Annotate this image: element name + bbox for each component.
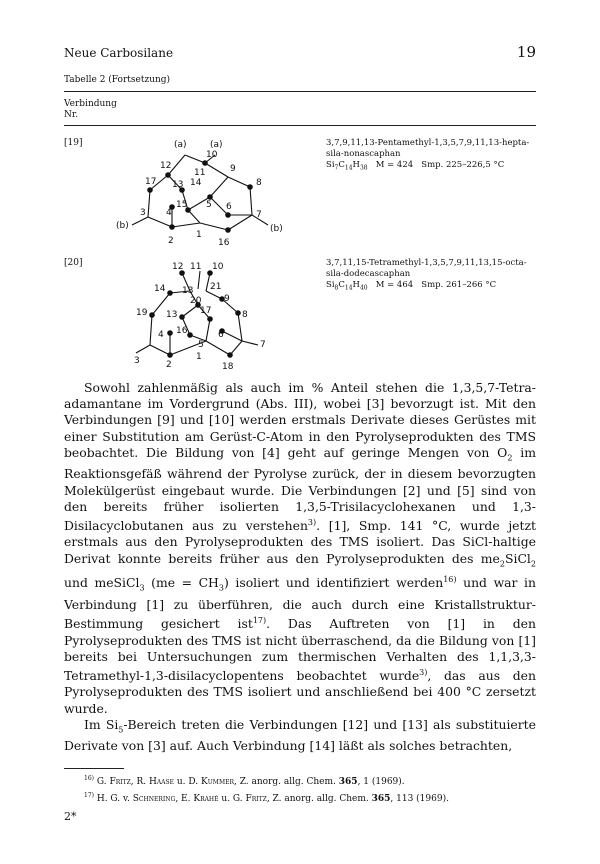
reference-mark: 16) bbox=[443, 575, 457, 585]
atom-label: 16 bbox=[218, 238, 230, 248]
atom-label: (b) bbox=[270, 224, 283, 234]
formula-element: H bbox=[352, 280, 360, 290]
footnote-17 bbox=[64, 789, 536, 806]
text-run: , 113 (1969). bbox=[390, 794, 449, 804]
paragraph-1 bbox=[64, 380, 536, 717]
author-name: Kummer bbox=[201, 777, 234, 787]
structure-20 bbox=[110, 255, 300, 373]
atom-label: 13 bbox=[182, 286, 194, 296]
atom-label: 4 bbox=[158, 330, 164, 340]
melting-point: Smp. 225–226,5 °C bbox=[421, 160, 505, 170]
subscript: 3 bbox=[218, 583, 224, 593]
subscript: 2 bbox=[499, 559, 505, 569]
table-caption: Tabelle 2 (Fortsetzung) bbox=[64, 75, 171, 85]
atom-label: 6 bbox=[226, 202, 232, 212]
body-text bbox=[64, 380, 536, 755]
footnote-mark: 16) bbox=[84, 775, 94, 782]
author-name: Haase bbox=[149, 777, 175, 787]
formula-subscript: 38 bbox=[359, 164, 368, 172]
atom-label: 12 bbox=[160, 161, 172, 171]
text-run: ) isoliert und identifiziert werden bbox=[223, 575, 444, 591]
atom-label: 1 bbox=[196, 352, 202, 362]
atom-label: 18 bbox=[222, 362, 234, 372]
compound-name-line1: 3,7,9,11,13-Pentamethyl-1,3,5,7,9,11,13-hepta- bbox=[326, 138, 530, 148]
atom-label: 1 bbox=[196, 230, 202, 240]
text-run: (me = CH bbox=[144, 575, 219, 591]
compound-formula bbox=[326, 160, 536, 174]
author-name: Fritz bbox=[245, 794, 267, 804]
atom-label: 11 bbox=[194, 168, 206, 178]
atom-label: 5 bbox=[206, 200, 212, 210]
text-run: , R. bbox=[130, 777, 149, 787]
text-run: , Z. anorg. allg. Chem. bbox=[233, 777, 339, 787]
atom-label: 3 bbox=[134, 356, 140, 366]
atom-label: 17 bbox=[145, 177, 157, 187]
text-run: im Reaktionsgefäß während der Pyrolyse zurück, der in diesem bevorzugten Molekülgerüst eingebaut wurde. Die Verbindungen [2] und [5] sind von den bereits früher isolierten 1,3,5-Trisilacyclohexanen und 1,3-Disilacyclobutanen aus zu verstehen bbox=[64, 444, 536, 534]
atom-label: 21 bbox=[210, 282, 222, 292]
reference-mark: 17) bbox=[252, 616, 267, 626]
column-header bbox=[64, 99, 117, 121]
atom-label: (b) bbox=[116, 221, 129, 231]
atom-label: 7 bbox=[256, 210, 262, 220]
atom-label: 17 bbox=[200, 306, 212, 316]
author-name: Schnering bbox=[132, 794, 176, 804]
atom-label: 12 bbox=[172, 262, 184, 272]
formula-element: C bbox=[338, 280, 345, 290]
author-name: Krahé bbox=[193, 794, 219, 804]
atom-label: 16 bbox=[176, 326, 188, 336]
column-header-line1: Verbindung bbox=[64, 99, 117, 109]
atom-label: 2 bbox=[166, 360, 172, 370]
atom-label: 11 bbox=[190, 262, 202, 272]
atom-label: 14 bbox=[154, 284, 166, 294]
text-run: . [1], Smp. 141 °C, wurde jetzt erstmals aus den Pyrolyseprodukten des TMS isoliert. Das SiCl-haltige Derivat konnte bereits früher aus den Pyrolyseprodukten des me bbox=[64, 518, 536, 566]
reference-mark: 3) bbox=[307, 518, 317, 528]
compound-name-line1: 3,7,11,15-Tetramethyl-1,3,5,7,9,11,13,15-octa- bbox=[326, 258, 527, 268]
text-run: , E. bbox=[175, 794, 194, 804]
atom-label: 19 bbox=[136, 308, 148, 318]
atom-label: 6 bbox=[218, 330, 224, 340]
atom-label: (a) bbox=[210, 140, 223, 150]
text-run: und meSiCl bbox=[64, 575, 140, 591]
formula-subscript: 7 bbox=[334, 164, 339, 172]
subscript: 2 bbox=[530, 559, 536, 569]
text-run: G. bbox=[96, 777, 110, 787]
compound-number-19: [19] bbox=[64, 138, 83, 148]
text-run: und war in Verbindung [1] zu überführen, die auch durch eine Kristallstruktur-Bestimmung gesichert ist bbox=[64, 575, 537, 632]
footnote-mark: 17) bbox=[84, 792, 94, 799]
melting-point: Smp. 261–266 °C bbox=[421, 280, 497, 290]
text-run: , Z. anorg. allg. Chem. bbox=[266, 794, 372, 804]
text-run: Im Si bbox=[84, 716, 119, 732]
formula-subscript: 14 bbox=[344, 164, 353, 172]
text-run: u. G. bbox=[218, 794, 246, 804]
molar-mass: M = 464 bbox=[375, 280, 414, 290]
signature-mark: 2* bbox=[64, 810, 77, 823]
compound-description-19 bbox=[326, 138, 536, 174]
atom-label: 2 bbox=[168, 236, 174, 246]
atom-label: 9 bbox=[224, 294, 230, 304]
formula-subscript: 8 bbox=[334, 284, 339, 292]
atom-label: 9 bbox=[230, 164, 236, 174]
compound-name-line2: sila-dodecascaphan bbox=[326, 269, 411, 279]
reference-mark: 3) bbox=[419, 668, 428, 678]
subscript: 2 bbox=[507, 453, 513, 463]
running-title: Neue Carbosilane bbox=[64, 46, 174, 60]
footnotes bbox=[64, 772, 536, 806]
atom-label: 13 bbox=[172, 180, 184, 190]
formula-element: Si bbox=[326, 160, 335, 170]
compound-name-line2: sila-nonascaphan bbox=[326, 149, 401, 159]
atom-label: 3 bbox=[140, 208, 146, 218]
atom-label: 15 bbox=[176, 200, 188, 210]
text-run: -Bereich treten die Verbindungen [12] und [13] als substituierte Derivate von [3] auf. Auch Verbindung [14] läßt als solches betrachten, bbox=[64, 716, 536, 754]
footnote-rule bbox=[64, 768, 124, 769]
page-number: 19 bbox=[516, 43, 536, 61]
atom-label: 14 bbox=[190, 178, 202, 188]
volume: 365 bbox=[338, 777, 358, 787]
text-run: , 1 (1969). bbox=[357, 777, 405, 787]
text-run: H. G. v. bbox=[96, 794, 133, 804]
formula-element: C bbox=[338, 160, 345, 170]
table-header-rule bbox=[64, 125, 536, 126]
atom-label: 13 bbox=[166, 310, 178, 320]
structure-19 bbox=[110, 135, 300, 250]
atom-label: 8 bbox=[242, 310, 248, 320]
atom-label: 5 bbox=[198, 340, 204, 350]
paragraph-2 bbox=[64, 717, 536, 755]
text-run: . Das Auftreten von [1] in den Pyrolyseprodukten des TMS ist nicht überraschend, da die Bildung von [1] bereits bei Untersuchungen zum thermischen Verhalten des 1,1,3,3-Tetramethyl-1,3-disilacyclopentens beobachtet wurde bbox=[64, 616, 536, 684]
compound-description-20 bbox=[326, 258, 536, 294]
atom-label: 10 bbox=[206, 150, 218, 160]
formula-subscript: 14 bbox=[344, 284, 353, 292]
formula-element: Si bbox=[326, 280, 335, 290]
atom-label: 4 bbox=[166, 208, 172, 218]
footnote-16 bbox=[64, 772, 536, 789]
text-run: SiCl bbox=[505, 550, 531, 566]
column-header-line2: Nr. bbox=[64, 110, 79, 120]
compound-number-20: [20] bbox=[64, 258, 83, 268]
author-name: Fritz bbox=[109, 777, 131, 787]
text-run: u. D. bbox=[174, 777, 202, 787]
subscript: 3 bbox=[139, 583, 145, 593]
subscript: 5 bbox=[118, 725, 124, 735]
molar-mass: M = 424 bbox=[375, 160, 414, 170]
atom-label: 8 bbox=[256, 178, 262, 188]
text-run: Sowohl zahlenmäßig als auch im % Anteil stehen die 1,3,5,7-Tetra-adamantane im Vordergrund (Abs. III), wobei [3] bevorzugt ist. Mit den Verbindungen [9] und [10] werden erstmals Derivate dieses Gerüstes mit einer Substitution am Gerüst-C-Atom in den Pyrolyseprodukten des TMS beobachtet. Die Bildung von [4] geht auf geringe Mengen von O bbox=[64, 380, 536, 460]
table-top-rule bbox=[64, 91, 536, 92]
compound-formula bbox=[326, 280, 536, 294]
atom-label: 20 bbox=[190, 296, 202, 306]
atom-label: 7 bbox=[260, 340, 266, 350]
text-run: , das aus den Pyrolyseprodukten des TMS isoliert und anschließend bei 400 °C zersetzt wurde. bbox=[64, 668, 536, 716]
atom-label: (a) bbox=[174, 140, 187, 150]
atom-label: 10 bbox=[212, 262, 224, 272]
formula-subscript: 40 bbox=[359, 284, 368, 292]
volume: 365 bbox=[371, 794, 391, 804]
formula-element: H bbox=[352, 160, 360, 170]
